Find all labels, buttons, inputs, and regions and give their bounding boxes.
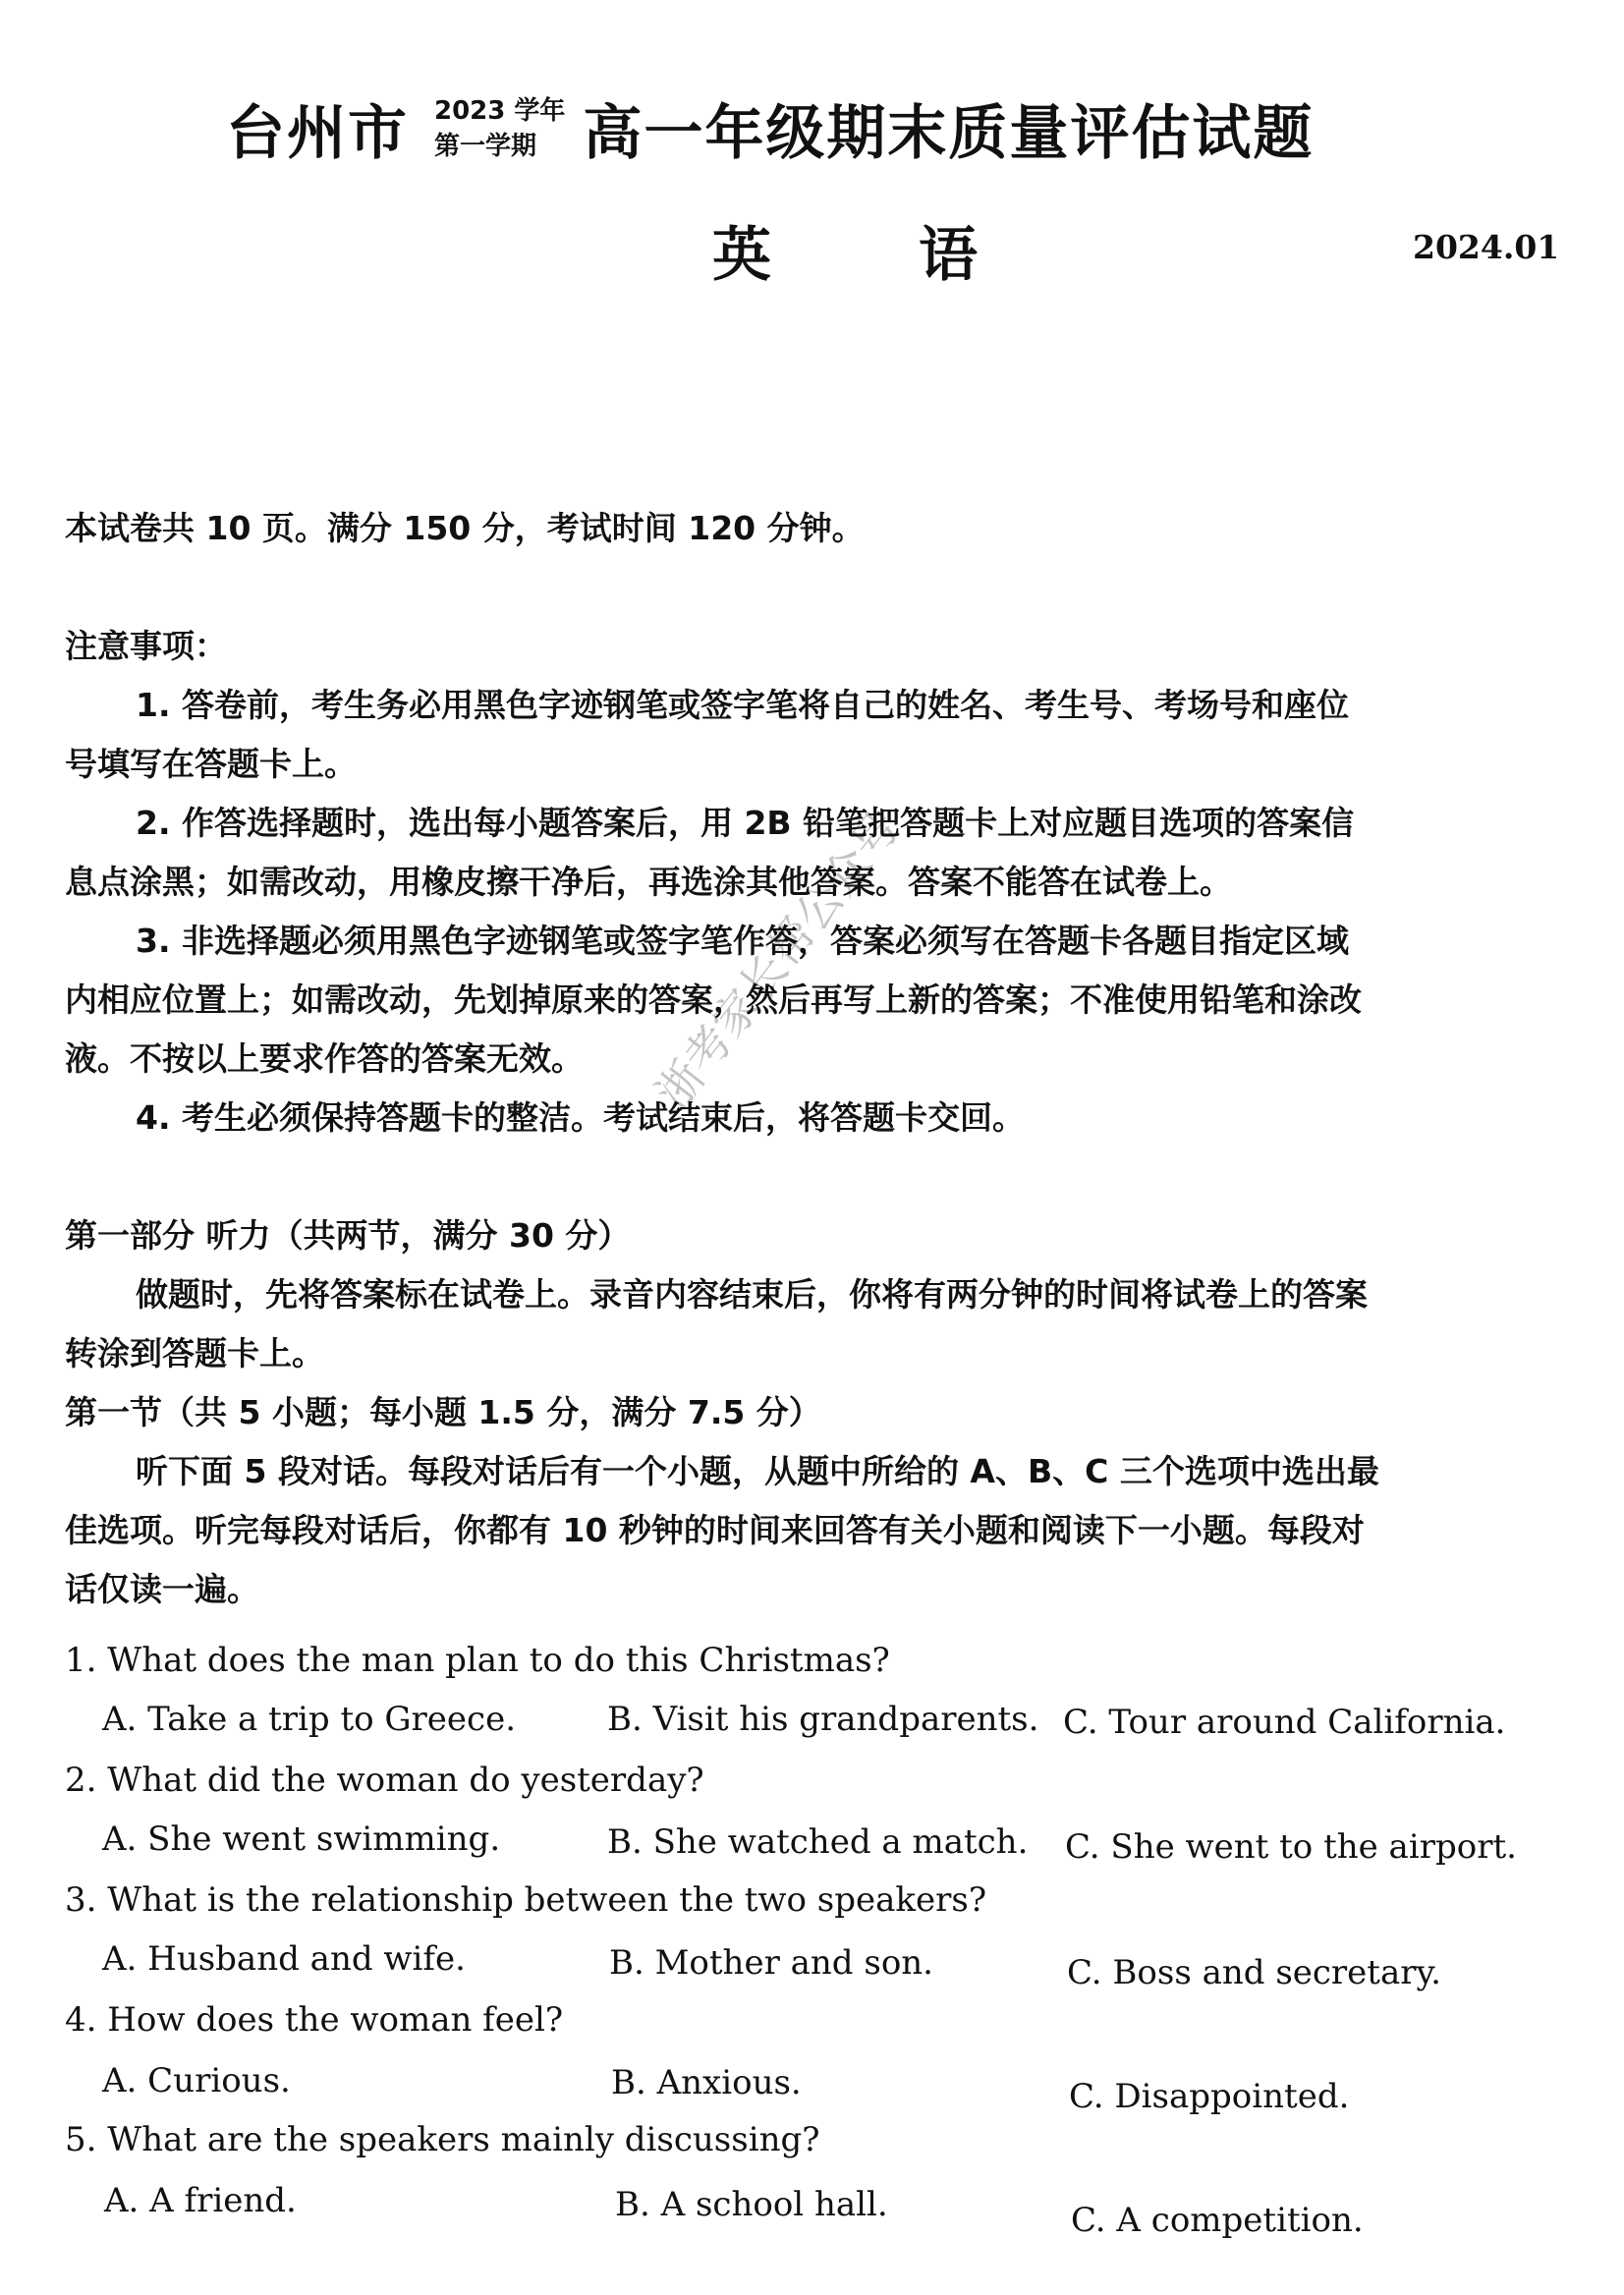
section1-instruction-line-3: 话仅读一遍。 <box>65 1570 259 1608</box>
question-4-option-a: A. Curious. <box>102 2061 291 2100</box>
part1-instruction-line-1: 做题时，先将答案标在试卷上。录音内容结束后，你将有两分钟的时间将试卷上的答案 <box>136 1275 1368 1314</box>
city-name: 台州市 <box>226 99 409 168</box>
question-2-option-c: C. She went to the airport. <box>1065 1827 1517 1867</box>
note-1-line-2: 号填写在答题卡上。 <box>65 745 357 783</box>
question-1: 1. What does the man plan to do this Christmas? <box>65 1641 890 1680</box>
note-3-line-3: 液。不按以上要求作答的答案无效。 <box>65 1039 584 1078</box>
question-1-option-a: A. Take a trip to Greece. <box>102 1700 517 1739</box>
exam-title-row <box>226 86 1314 171</box>
part1-instruction-line-2: 转涂到答题卡上。 <box>65 1334 324 1372</box>
question-2: 2. What did the woman do yesterday? <box>65 1761 704 1800</box>
question-5: 5. What are the speakers mainly discussing? <box>65 2120 820 2159</box>
term-stack <box>434 93 565 164</box>
section1-heading: 第一节（共 5 小题；每小题 1.5 分，满分 7.5 分） <box>65 1393 821 1431</box>
school-year: 2023 学年 <box>434 96 566 126</box>
notes-heading: 注意事项： <box>65 627 227 665</box>
note-4: 4. 考生必须保持答题卡的整洁。考试结束后，将答题卡交回。 <box>136 1098 1025 1137</box>
note-2-line-2: 息点涂黑；如需改动，用橡皮擦干净后，再选涂其他答案。答案不能答在试卷上。 <box>65 863 1232 901</box>
term: 第一学期 <box>434 132 537 161</box>
exam-date: 2024.01 <box>1413 228 1560 266</box>
question-2-option-a: A. She went swimming. <box>102 1819 501 1859</box>
note-1-line-1: 1. 答卷前，考生务必用黑色字迹钢笔或签字笔将自己的姓名、考生号、考场号和座位 <box>136 686 1349 724</box>
watermark-text: 浙考家长帮公众号 <box>645 801 911 1119</box>
question-5-option-a: A. A friend. <box>104 2181 297 2220</box>
part1-heading: 第一部分 听力（共两节，满分 30 分） <box>65 1216 631 1255</box>
note-2-line-1: 2. 作答选择题时，选出每小题答案后，用 2B 铅笔把答题卡上对应题目选项的答案信 <box>136 804 1355 842</box>
subject-title: 英语 <box>712 221 1125 290</box>
exam-intro: 本试卷共 10 页。满分 150 分，考试时间 120 分钟。 <box>65 509 865 547</box>
question-3-option-c: C. Boss and secretary. <box>1067 1953 1441 1992</box>
question-1-option-b: B. Visit his grandparents. <box>607 1700 1039 1739</box>
question-3-option-a: A. Husband and wife. <box>102 1939 466 1979</box>
note-3-line-1: 3. 非选择题必须用黑色字迹钢笔或签字笔作答，答案必须写在答题卡各题目指定区域 <box>136 922 1349 960</box>
question-3: 3. What is the relationship between the two speakers? <box>65 1880 987 1920</box>
question-4: 4. How does the woman feel? <box>65 2000 564 2040</box>
question-4-option-c: C. Disappointed. <box>1069 2077 1350 2116</box>
section1-instruction-line-1: 听下面 5 段对话。每段对话后有一个小题，从题中所给的 A、B、C 三个选项中选出最 <box>136 1452 1379 1490</box>
note-3-line-2: 内相应位置上；如需改动，先划掉原来的答案，然后再写上新的答案；不准使用铅笔和涂改 <box>65 980 1362 1019</box>
exam-title: 高一年级期末质量评估试题 <box>583 99 1315 168</box>
question-5-option-b: B. A school hall. <box>615 2185 888 2224</box>
question-1-option-c: C. Tour around California. <box>1063 1703 1506 1742</box>
question-2-option-b: B. She watched a match. <box>607 1822 1029 1862</box>
question-5-option-c: C. A competition. <box>1071 2201 1364 2240</box>
question-4-option-b: B. Anxious. <box>611 2063 802 2102</box>
section1-instruction-line-2: 佳选项。听完每段对话后，你都有 10 秒钟的时间来回答有关小题和阅读下一小题。每段对 <box>65 1511 1365 1549</box>
question-3-option-b: B. Mother and son. <box>609 1943 933 1983</box>
